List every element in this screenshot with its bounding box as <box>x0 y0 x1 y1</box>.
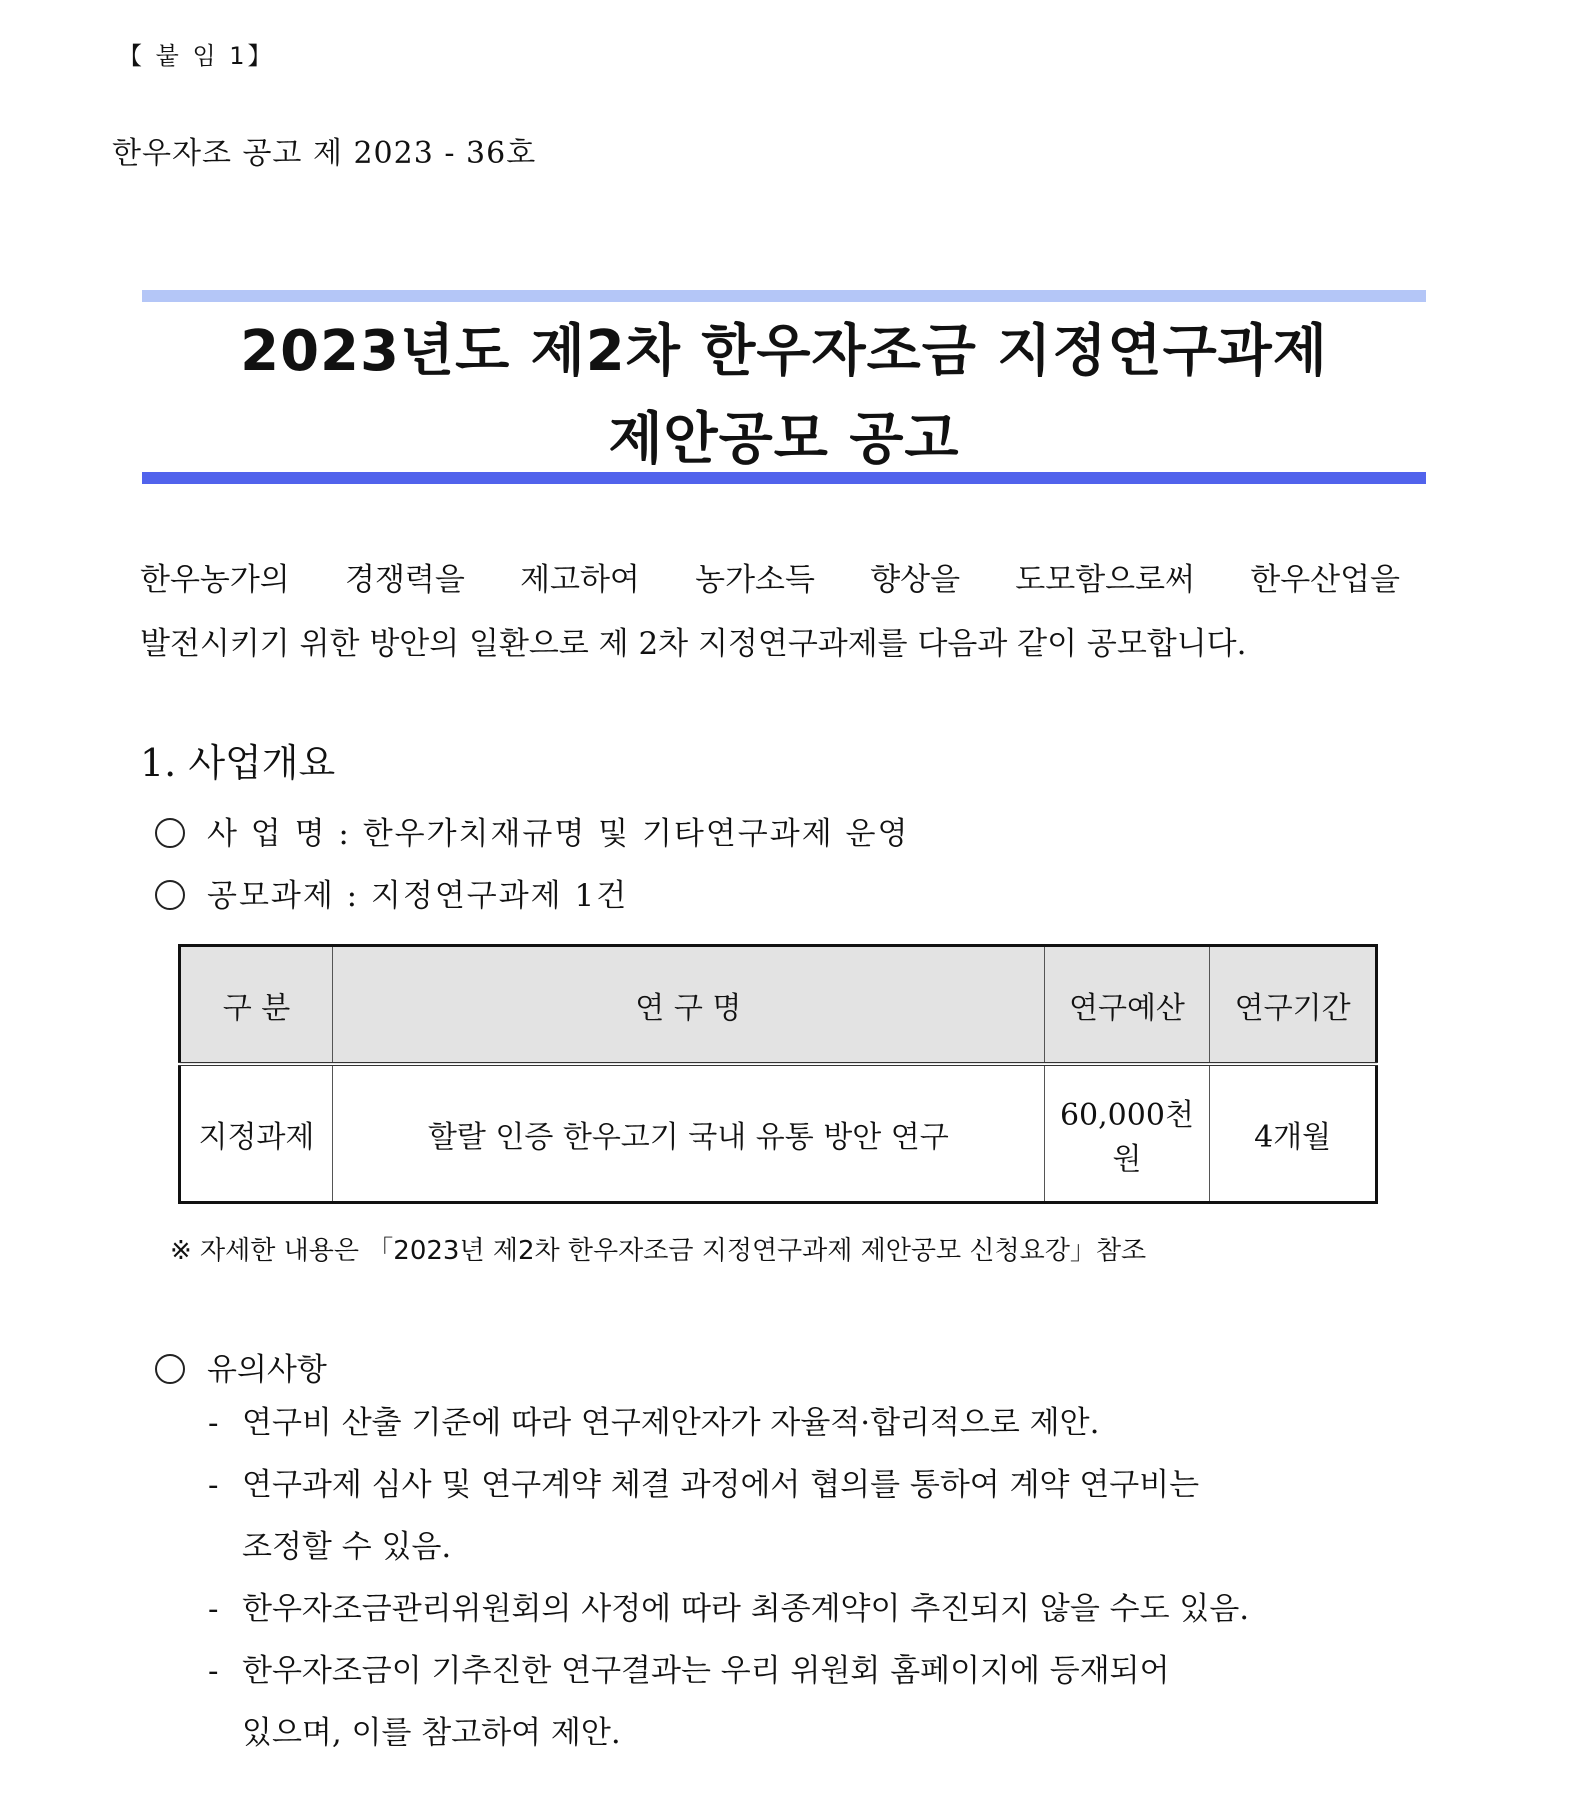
caution-item-4-text-a: 한우자조금이 기추진한 연구결과는 우리 위원회 홈페이지에 등재되어 <box>242 1653 1170 1689</box>
dash-bullet: - <box>208 1405 219 1441</box>
business-name-text: 사 업 명 : 한우가치재규명 및 기타연구과제 운영 <box>207 816 910 852</box>
title-bar-top <box>142 290 1426 302</box>
cell-period: 4개월 <box>1210 1064 1377 1203</box>
business-name-item <box>155 808 909 853</box>
table-row <box>180 1064 1377 1203</box>
assignment-item <box>155 870 628 915</box>
table-header-row <box>180 946 1377 1065</box>
caution-heading <box>155 1344 327 1389</box>
assignment-text: 공모과제 : 지정연구과제 1건 <box>207 878 629 914</box>
cell-category: 지정과제 <box>180 1064 333 1203</box>
title-line-2: 제안공모 공고 <box>608 407 960 472</box>
cell-name: 할랄 인증 한우고기 국내 유통 방안 연구 <box>332 1064 1044 1203</box>
intro-line-2: 발전시키기 위한 방안의 일환으로 제 2차 지정연구과제를 다음과 같이 공모합니다. <box>140 626 1247 662</box>
caution-item-4-text-b: 있으며, 이를 참고하여 제안. <box>242 1715 621 1751</box>
notice-number: 한우자조 공고 제 2023 - 36호 <box>112 136 537 171</box>
circle-bullet-icon <box>155 1354 185 1384</box>
caution-item-2-text-a: 연구과제 심사 및 연구계약 체결 과정에서 협의를 통하여 계약 연구비는 <box>242 1467 1200 1503</box>
dash-bullet: - <box>208 1653 219 1689</box>
circle-bullet-icon <box>155 880 185 910</box>
caution-item-4 <box>208 1640 1396 1764</box>
caution-title: 유의사항 <box>207 1352 327 1388</box>
caution-item-2 <box>208 1454 1396 1578</box>
title-bar-bottom <box>142 472 1426 484</box>
title-line-1: 2023년도 제2차 한우자조금 지정연구과제 <box>240 319 1328 384</box>
attachment-label: 【 붙 임 1】 <box>118 42 275 70</box>
reference-note: ※ 자세한 내용은 「2023년 제2차 한우자조금 지정연구과제 제안공모 신청요강」참조 <box>170 1236 1147 1266</box>
intro-line-1: 한우농가의 경쟁력을 제고하여 농가소득 향상을 도모함으로써 한우산업을 <box>140 562 1400 598</box>
circle-bullet-icon <box>155 818 185 848</box>
caution-item-3-text: 한우자조금관리위원회의 사정에 따라 최종계약이 추진되지 않을 수도 있음. <box>242 1591 1250 1627</box>
caution-item-1-text: 연구비 산출 기준에 따라 연구제안자가 자율적·합리적으로 제안. <box>242 1405 1100 1441</box>
caution-item-2-text-b: 조정할 수 있음. <box>242 1529 452 1565</box>
header-budget: 연구예산 <box>1044 946 1209 1065</box>
intro-paragraph <box>140 548 1400 676</box>
section-title: 1. 사업개요 <box>140 741 336 785</box>
caution-item-1 <box>208 1392 1396 1454</box>
page-title <box>142 308 1426 484</box>
cell-budget: 60,000천원 <box>1044 1064 1209 1203</box>
caution-item-3 <box>208 1578 1396 1640</box>
dash-bullet: - <box>208 1467 219 1503</box>
assignment-table <box>178 944 1378 1204</box>
dash-bullet: - <box>208 1591 219 1627</box>
header-category: 구 분 <box>180 946 333 1065</box>
header-period: 연구기간 <box>1210 946 1377 1065</box>
header-name: 연 구 명 <box>332 946 1044 1065</box>
